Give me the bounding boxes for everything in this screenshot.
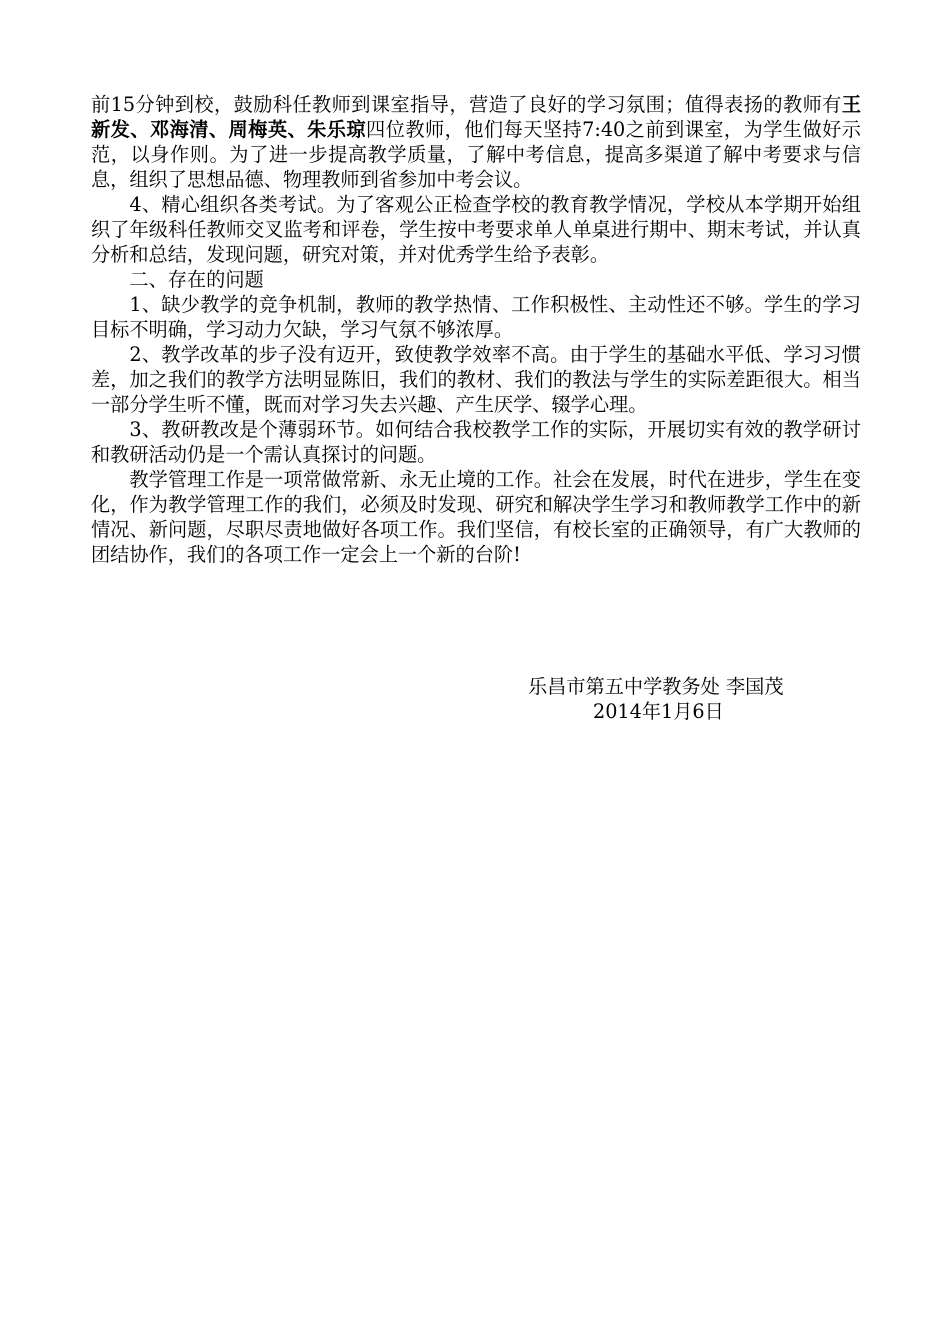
paragraph-exams: 4、精心组织各类考试。为了客观公正检查学校的教育教学情况，学校从本学期开始组织了年级科任教师交叉监考和评卷，学生按中考要求单人单桌进行期中、期末考试，并认真分析和总结，发现问题，研究对策，并对优秀学生给予表彰。 (91, 193, 861, 266)
paragraph-issue-2: 2、教学改革的步子没有迈开，致使教学效率不高。由于学生的基础水平低、学习习惯差，加之我们的教学方法明显陈旧，我们的教材、我们的教法与学生的实际差距很大。相当一部分学生听不懂，既而对学习失去兴趣、产生厌学、辍学心理。 (91, 343, 861, 416)
signature-date: 2014年1月6日 (593, 700, 724, 723)
signature-author: 乐昌市第五中学教务处 李国茂 (528, 675, 784, 698)
paragraph-text: 四位教师，他们每天坚持7:40之前到课室，为学生做好示范，以身作则。为了进一步提高教学质量，了解中考信息，提高多渠道了解中考要求与信息，组织了思想品德、物理教师到省参加中考会议。 (91, 118, 861, 191)
section-heading: 二、存在的问题 (129, 268, 264, 291)
paragraph-issue-1: 1、缺少教学的竞争机制，教师的教学热情、工作积极性、主动性还不够。学生的学习目标不明确，学习动力欠缺，学习气氛不够浓厚。 (91, 293, 861, 341)
paragraph-issue-3: 3、教研教改是个薄弱环节。如何结合我校教学工作的实际，开展切实有效的教学研讨和教研活动仍是一个需认真探讨的问题。 (91, 418, 861, 466)
paragraph-text: 前15分钟到校，鼓励科任教师到课室指导，营造了良好的学习氛围；值得表扬的教师有 (91, 93, 842, 116)
document-body (91, 92, 861, 567)
paragraph-conclusion: 教学管理工作是一项常做常新、永无止境的工作。社会在发展，时代在进步，学生在变化，作为教学管理工作的我们，必须及时发现、研究和解决学生学习和教师教学工作中的新情况、新问题，尽职尽责地做好各项工作。我们坚信，有校长室的正确领导，有广大教师的团结协作，我们的各项工作一定会上一个新的台阶! (91, 468, 861, 566)
paragraph-teachers (91, 92, 861, 192)
teacher-names: 王新发、邓海清、周梅英、朱乐琼 (91, 93, 861, 141)
